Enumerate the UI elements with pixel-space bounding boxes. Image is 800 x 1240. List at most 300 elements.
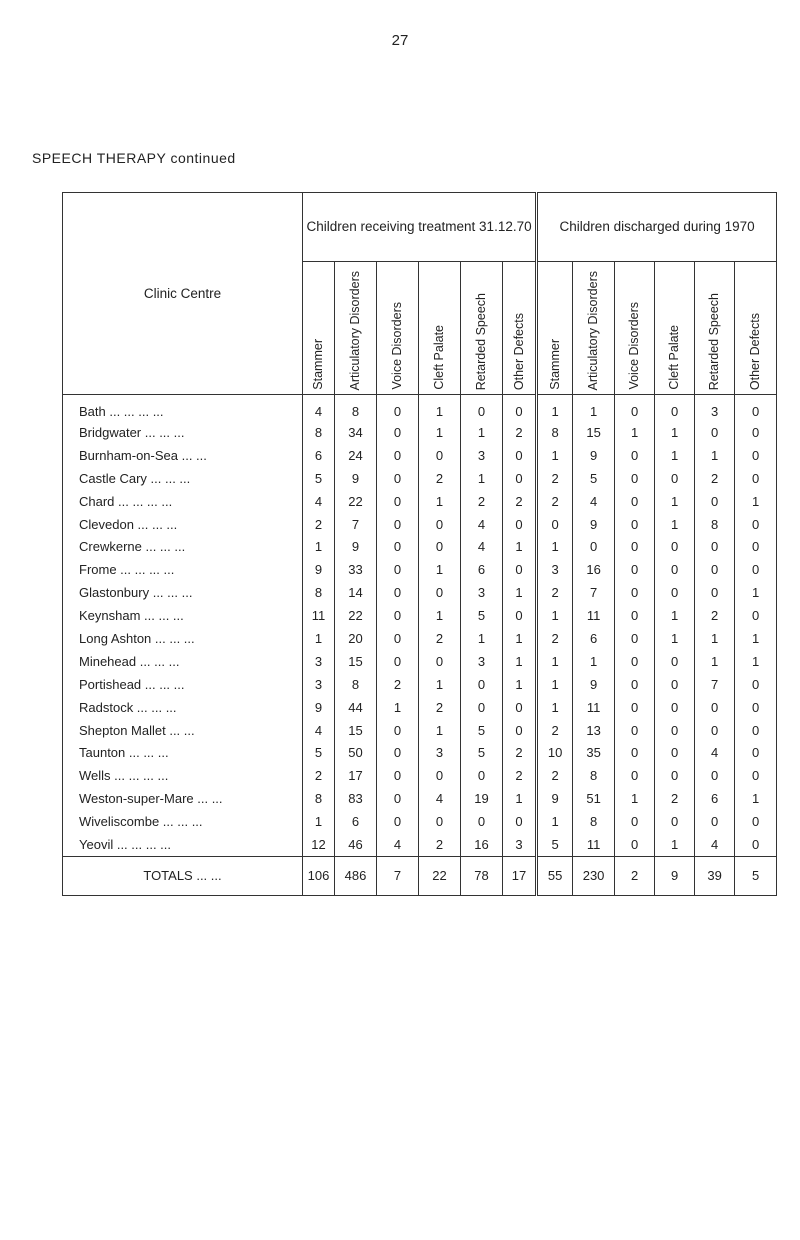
value-cell: 9 [573, 673, 615, 696]
col-header-articulatory: Articulatory Disorders [335, 262, 377, 395]
clinic-name: Glastonbury ... ... ... [63, 581, 303, 604]
table-row [63, 604, 777, 627]
value-cell: 9 [573, 444, 615, 467]
value-cell: 4 [419, 787, 461, 810]
value-cell: 0 [615, 604, 655, 627]
value-cell: 2 [461, 490, 503, 513]
value-cell: 2 [537, 764, 573, 787]
value-cell: 16 [573, 558, 615, 581]
value-cell: 50 [335, 741, 377, 764]
value-cell: 0 [503, 604, 537, 627]
value-cell: 1 [503, 673, 537, 696]
value-cell: 1 [735, 787, 777, 810]
value-cell: 0 [503, 810, 537, 833]
clinic-name: Burnham-on-Sea ... ... [63, 444, 303, 467]
value-cell: 1 [419, 673, 461, 696]
value-cell: 0 [615, 810, 655, 833]
table-row [63, 787, 777, 810]
value-cell: 0 [695, 764, 735, 787]
value-cell: 6 [303, 444, 335, 467]
table-row [63, 810, 777, 833]
value-cell: 0 [655, 650, 695, 673]
value-cell: 0 [615, 558, 655, 581]
value-cell: 7 [377, 856, 419, 895]
value-cell: 20 [335, 627, 377, 650]
value-cell: 1 [303, 810, 335, 833]
value-cell: 0 [735, 810, 777, 833]
value-cell: 5 [303, 467, 335, 490]
value-cell: 51 [573, 787, 615, 810]
table-row [63, 627, 777, 650]
clinic-name: Wells ... ... ... ... [63, 764, 303, 787]
value-cell: 0 [503, 696, 537, 719]
value-cell: 0 [419, 810, 461, 833]
value-cell: 0 [377, 604, 419, 627]
value-cell: 0 [461, 810, 503, 833]
value-cell: 1 [537, 673, 573, 696]
value-cell: 1 [573, 650, 615, 673]
table-row [63, 673, 777, 696]
value-cell: 9 [335, 467, 377, 490]
value-cell: 4 [303, 395, 335, 422]
table-row [63, 513, 777, 536]
value-cell: 0 [695, 490, 735, 513]
value-cell: 0 [735, 696, 777, 719]
value-cell: 1 [537, 650, 573, 673]
value-cell: 0 [503, 395, 537, 422]
value-cell: 33 [335, 558, 377, 581]
value-cell: 0 [573, 535, 615, 558]
value-cell: 3 [503, 833, 537, 856]
value-cell: 34 [335, 421, 377, 444]
value-cell: 9 [573, 513, 615, 536]
value-cell: 0 [419, 650, 461, 673]
value-cell: 0 [503, 444, 537, 467]
value-cell: 46 [335, 833, 377, 856]
value-cell: 0 [655, 535, 695, 558]
value-cell: 0 [419, 535, 461, 558]
col-header-voice: Voice Disorders [615, 262, 655, 395]
value-cell: 2 [537, 581, 573, 604]
speech-therapy-table [62, 192, 777, 896]
value-cell: 2 [419, 467, 461, 490]
value-cell: 1 [419, 421, 461, 444]
value-cell: 3 [461, 444, 503, 467]
value-cell: 17 [503, 856, 537, 895]
value-cell: 0 [735, 673, 777, 696]
value-cell: 7 [695, 673, 735, 696]
clinic-name: Castle Cary ... ... ... [63, 467, 303, 490]
value-cell: 6 [695, 787, 735, 810]
value-cell: 5 [537, 833, 573, 856]
value-cell: 4 [377, 833, 419, 856]
value-cell: 0 [377, 787, 419, 810]
value-cell: 0 [377, 395, 419, 422]
value-cell: 1 [655, 490, 695, 513]
value-cell: 1 [695, 444, 735, 467]
value-cell: 0 [377, 719, 419, 742]
value-cell: 2 [655, 787, 695, 810]
value-cell: 2 [537, 467, 573, 490]
value-cell: 4 [695, 833, 735, 856]
clinic-name: Chard ... ... ... ... [63, 490, 303, 513]
clinic-name: Shepton Mallet ... ... [63, 719, 303, 742]
value-cell: 0 [377, 741, 419, 764]
value-cell: 6 [335, 810, 377, 833]
value-cell: 2 [537, 719, 573, 742]
value-cell: 17 [335, 764, 377, 787]
table-row [63, 696, 777, 719]
clinic-name: Bridgwater ... ... ... [63, 421, 303, 444]
value-cell: 1 [655, 604, 695, 627]
value-cell: 5 [461, 741, 503, 764]
col-header-retarded-speech: Retarded Speech [461, 262, 503, 395]
value-cell: 44 [335, 696, 377, 719]
value-cell: 1 [503, 787, 537, 810]
value-cell: 1 [735, 627, 777, 650]
value-cell: 83 [335, 787, 377, 810]
value-cell: 0 [377, 444, 419, 467]
value-cell: 8 [573, 810, 615, 833]
value-cell: 0 [461, 395, 503, 422]
value-cell: 0 [377, 558, 419, 581]
value-cell: 8 [303, 787, 335, 810]
value-cell: 9 [303, 558, 335, 581]
clinic-name: Radstock ... ... ... [63, 696, 303, 719]
value-cell: 0 [461, 673, 503, 696]
clinic-name: Frome ... ... ... ... [63, 558, 303, 581]
value-cell: 0 [655, 558, 695, 581]
value-cell: 1 [419, 719, 461, 742]
value-cell: 6 [461, 558, 503, 581]
clinic-name: Weston-super-Mare ... ... [63, 787, 303, 810]
col-header-stammer: Stammer [303, 262, 335, 395]
value-cell: 3 [695, 395, 735, 422]
value-cell: 0 [377, 490, 419, 513]
value-cell: 0 [735, 467, 777, 490]
value-cell: 5 [461, 719, 503, 742]
value-cell: 2 [303, 764, 335, 787]
value-cell: 0 [615, 650, 655, 673]
value-cell: 0 [615, 444, 655, 467]
value-cell: 1 [735, 581, 777, 604]
table-row [63, 535, 777, 558]
clinic-name: TOTALS ... ... [63, 856, 303, 895]
value-cell: 55 [537, 856, 573, 895]
value-cell: 0 [655, 673, 695, 696]
value-cell: 2 [503, 490, 537, 513]
value-cell: 0 [735, 395, 777, 422]
value-cell: 9 [303, 696, 335, 719]
value-cell: 2 [503, 421, 537, 444]
table-row [63, 467, 777, 490]
value-cell: 1 [695, 650, 735, 673]
value-cell: 0 [695, 558, 735, 581]
group-header-discharged: Children discharged during 1970 [537, 193, 777, 262]
value-cell: 0 [419, 444, 461, 467]
value-cell: 0 [503, 467, 537, 490]
value-cell: 1 [461, 421, 503, 444]
value-cell: 39 [695, 856, 735, 895]
value-cell: 3 [419, 741, 461, 764]
value-cell: 1 [615, 787, 655, 810]
col-header-retarded-speech: Retarded Speech [695, 262, 735, 395]
value-cell: 1 [655, 444, 695, 467]
table-row [63, 558, 777, 581]
value-cell: 0 [735, 558, 777, 581]
value-cell: 1 [655, 627, 695, 650]
value-cell: 0 [615, 764, 655, 787]
value-cell: 0 [377, 513, 419, 536]
col-header-cleft-palate: Cleft Palate [419, 262, 461, 395]
table-row [63, 421, 777, 444]
value-cell: 11 [303, 604, 335, 627]
value-cell: 1 [377, 696, 419, 719]
value-cell: 19 [461, 787, 503, 810]
value-cell: 2 [303, 513, 335, 536]
value-cell: 1 [573, 395, 615, 422]
value-cell: 11 [573, 604, 615, 627]
value-cell: 2 [537, 627, 573, 650]
value-cell: 8 [335, 395, 377, 422]
clinic-name: Crewkerne ... ... ... [63, 535, 303, 558]
value-cell: 11 [573, 833, 615, 856]
value-cell: 9 [335, 535, 377, 558]
value-cell: 1 [695, 627, 735, 650]
value-cell: 1 [419, 395, 461, 422]
value-cell: 0 [377, 535, 419, 558]
value-cell: 0 [419, 581, 461, 604]
value-cell: 2 [537, 490, 573, 513]
value-cell: 2 [377, 673, 419, 696]
value-cell: 8 [303, 581, 335, 604]
value-cell: 5 [573, 467, 615, 490]
value-cell: 1 [503, 581, 537, 604]
value-cell: 0 [735, 764, 777, 787]
value-cell: 12 [303, 833, 335, 856]
clinic-name: Portishead ... ... ... [63, 673, 303, 696]
value-cell: 0 [735, 421, 777, 444]
value-cell: 1 [503, 650, 537, 673]
value-cell: 1 [537, 395, 573, 422]
value-cell: 0 [461, 764, 503, 787]
value-cell: 0 [615, 741, 655, 764]
page-number: 27 [391, 32, 409, 49]
value-cell: 1 [419, 490, 461, 513]
value-cell: 4 [461, 513, 503, 536]
table-row [63, 581, 777, 604]
col-header-other-defects: Other Defects [735, 262, 777, 395]
value-cell: 0 [503, 558, 537, 581]
value-cell: 1 [503, 627, 537, 650]
value-cell: 14 [335, 581, 377, 604]
value-cell: 1 [537, 696, 573, 719]
value-cell: 10 [537, 741, 573, 764]
clinic-name: Yeovil ... ... ... ... [63, 833, 303, 856]
clinic-name: Keynsham ... ... ... [63, 604, 303, 627]
col-header-stammer: Stammer [537, 262, 573, 395]
value-cell: 0 [377, 467, 419, 490]
value-cell: 3 [461, 581, 503, 604]
value-cell: 4 [303, 490, 335, 513]
value-cell: 22 [419, 856, 461, 895]
table-row [63, 764, 777, 787]
value-cell: 0 [615, 627, 655, 650]
value-cell: 2 [503, 764, 537, 787]
value-cell: 0 [503, 513, 537, 536]
value-cell: 8 [573, 764, 615, 787]
value-cell: 106 [303, 856, 335, 895]
value-cell: 1 [735, 490, 777, 513]
value-cell: 0 [735, 444, 777, 467]
value-cell: 2 [615, 856, 655, 895]
table-row [63, 719, 777, 742]
value-cell: 2 [419, 833, 461, 856]
value-cell: 1 [537, 444, 573, 467]
value-cell: 4 [695, 741, 735, 764]
totals-row [63, 856, 777, 895]
value-cell: 0 [695, 421, 735, 444]
value-cell: 486 [335, 856, 377, 895]
value-cell: 0 [735, 535, 777, 558]
value-cell: 0 [419, 513, 461, 536]
value-cell: 11 [573, 696, 615, 719]
table-row [63, 833, 777, 856]
value-cell: 0 [377, 581, 419, 604]
value-cell: 0 [655, 467, 695, 490]
value-cell: 0 [695, 696, 735, 719]
value-cell: 5 [461, 604, 503, 627]
value-cell: 0 [655, 719, 695, 742]
value-cell: 0 [695, 581, 735, 604]
value-cell: 1 [615, 421, 655, 444]
value-cell: 6 [573, 627, 615, 650]
value-cell: 1 [537, 604, 573, 627]
value-cell: 2 [695, 467, 735, 490]
value-cell: 0 [655, 395, 695, 422]
section-heading: SPEECH THERAPY continued [32, 150, 236, 166]
col-header-cleft-palate: Cleft Palate [655, 262, 695, 395]
value-cell: 0 [735, 719, 777, 742]
value-cell: 0 [695, 810, 735, 833]
clinic-name: Long Ashton ... ... ... [63, 627, 303, 650]
value-cell: 9 [655, 856, 695, 895]
value-cell: 4 [573, 490, 615, 513]
value-cell: 0 [655, 581, 695, 604]
value-cell: 2 [503, 741, 537, 764]
value-cell: 0 [615, 535, 655, 558]
value-cell: 1 [419, 604, 461, 627]
value-cell: 0 [655, 764, 695, 787]
value-cell: 3 [303, 650, 335, 673]
value-cell: 0 [735, 513, 777, 536]
clinic-name: Minehead ... ... ... [63, 650, 303, 673]
value-cell: 230 [573, 856, 615, 895]
clinic-name: Taunton ... ... ... [63, 741, 303, 764]
value-cell: 0 [377, 764, 419, 787]
value-cell: 1 [461, 467, 503, 490]
value-cell: 0 [615, 719, 655, 742]
col-header-voice: Voice Disorders [377, 262, 419, 395]
value-cell: 0 [615, 833, 655, 856]
table-row [63, 444, 777, 467]
clinic-name: Bath ... ... ... ... [63, 395, 303, 422]
clinic-centre-header: Clinic Centre [63, 193, 303, 395]
value-cell: 0 [377, 810, 419, 833]
value-cell: 1 [735, 650, 777, 673]
col-header-articulatory: Articulatory Disorders [573, 262, 615, 395]
value-cell: 0 [735, 833, 777, 856]
value-cell: 9 [537, 787, 573, 810]
value-cell: 0 [419, 764, 461, 787]
value-cell: 7 [335, 513, 377, 536]
value-cell: 7 [573, 581, 615, 604]
value-cell: 0 [377, 650, 419, 673]
value-cell: 0 [615, 696, 655, 719]
col-header-other-defects: Other Defects [503, 262, 537, 395]
value-cell: 0 [615, 581, 655, 604]
value-cell: 5 [303, 741, 335, 764]
value-cell: 1 [655, 833, 695, 856]
value-cell: 8 [335, 673, 377, 696]
value-cell: 0 [615, 467, 655, 490]
value-cell: 4 [461, 535, 503, 558]
group-header-receiving: Children receiving treatment 31.12.70 [303, 193, 537, 262]
value-cell: 2 [695, 604, 735, 627]
value-cell: 0 [735, 604, 777, 627]
value-cell: 3 [303, 673, 335, 696]
value-cell: 15 [335, 719, 377, 742]
value-cell: 0 [615, 395, 655, 422]
value-cell: 24 [335, 444, 377, 467]
value-cell: 0 [735, 741, 777, 764]
value-cell: 0 [655, 741, 695, 764]
value-cell: 15 [335, 650, 377, 673]
value-cell: 0 [615, 513, 655, 536]
value-cell: 15 [573, 421, 615, 444]
clinic-name: Wiveliscombe ... ... ... [63, 810, 303, 833]
value-cell: 13 [573, 719, 615, 742]
value-cell: 0 [695, 719, 735, 742]
value-cell: 1 [537, 810, 573, 833]
value-cell: 16 [461, 833, 503, 856]
value-cell: 0 [461, 696, 503, 719]
clinic-name: Clevedon ... ... ... [63, 513, 303, 536]
value-cell: 0 [377, 421, 419, 444]
value-cell: 1 [503, 535, 537, 558]
value-cell: 35 [573, 741, 615, 764]
value-cell: 0 [377, 627, 419, 650]
value-cell: 0 [695, 535, 735, 558]
value-cell: 5 [735, 856, 777, 895]
value-cell: 1 [303, 627, 335, 650]
value-cell: 22 [335, 490, 377, 513]
value-cell: 22 [335, 604, 377, 627]
value-cell: 3 [537, 558, 573, 581]
value-cell: 1 [655, 421, 695, 444]
value-cell: 8 [537, 421, 573, 444]
value-cell: 1 [419, 558, 461, 581]
value-cell: 3 [461, 650, 503, 673]
value-cell: 1 [537, 535, 573, 558]
value-cell: 4 [303, 719, 335, 742]
table-row [63, 650, 777, 673]
value-cell: 8 [695, 513, 735, 536]
value-cell: 0 [615, 673, 655, 696]
table-row [63, 395, 777, 422]
value-cell: 78 [461, 856, 503, 895]
value-cell: 0 [655, 810, 695, 833]
